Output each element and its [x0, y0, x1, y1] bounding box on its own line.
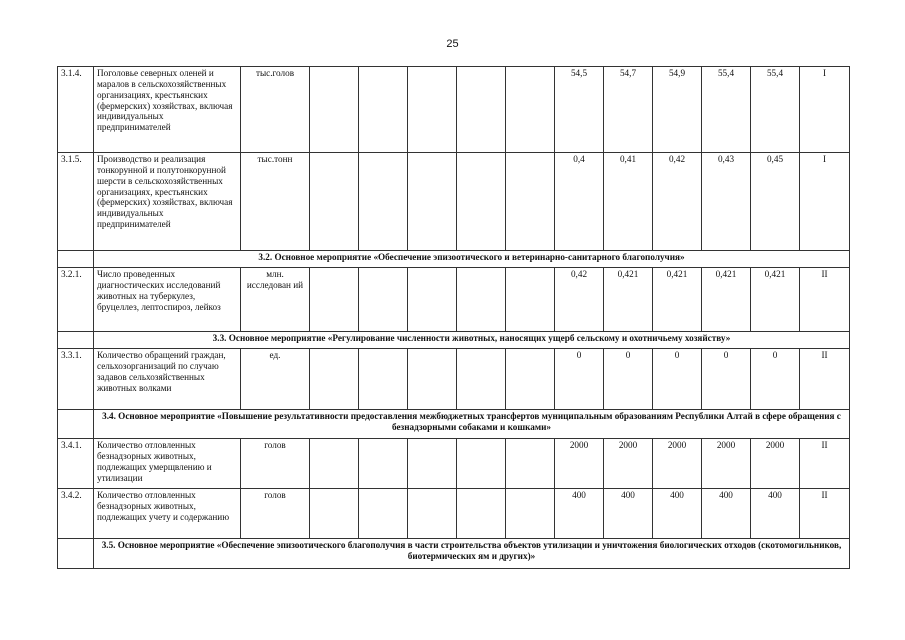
row-number: 3.2.1. — [58, 268, 94, 332]
empty-cell — [310, 489, 359, 539]
source-cell: II — [800, 489, 850, 539]
empty-cell — [310, 153, 359, 251]
empty-cell — [457, 489, 506, 539]
value-cell: 0,421 — [653, 268, 702, 332]
value-cell: 2000 — [751, 439, 800, 489]
value-cell: 54,9 — [653, 67, 702, 153]
value-cell: 0,41 — [604, 153, 653, 251]
value-cell: 400 — [702, 489, 751, 539]
empty-cell — [457, 349, 506, 410]
empty-cell — [506, 489, 555, 539]
value-cell: 2000 — [653, 439, 702, 489]
empty-cell — [408, 153, 457, 251]
section-row — [58, 539, 850, 569]
page-number: 25 — [446, 38, 459, 50]
section-row — [58, 251, 850, 268]
unit-cell: млн. исследован ий — [241, 268, 310, 332]
row-number: 3.1.5. — [58, 153, 94, 251]
empty-cell — [408, 349, 457, 410]
section-title: 3.2. Основное мероприятие «Обеспечение эпизоотического и ветеринарно-санитарного благополучия» — [94, 251, 850, 268]
empty-cell — [58, 332, 94, 349]
row-number: 3.1.4. — [58, 67, 94, 153]
source-cell: II — [800, 439, 850, 489]
section-title: 3.5. Основное мероприятие «Обеспечение эпизоотического благополучия в части строительства объектов утилизации и уничтожения биологических отходов (скотомогильников, биотермических ям и других)» — [94, 539, 850, 569]
empty-cell — [457, 153, 506, 251]
section-title: 3.3. Основное мероприятие «Регулирование численности животных, наносящих ущерб сельскому и охотничьему хозяйству» — [94, 332, 850, 349]
value-cell: 0 — [653, 349, 702, 410]
section-title: 3.4. Основное мероприятие «Повышение результативности предоставления межбюджетных трансфертов муниципальным образованиям Республики Алтай в сфере обращения с безнадзорными собаками и кошками» — [94, 410, 850, 439]
section-row — [58, 332, 850, 349]
source-cell: I — [800, 67, 850, 153]
table-row — [58, 67, 850, 153]
empty-cell — [58, 410, 94, 439]
section-row — [58, 410, 850, 439]
row-number: 3.4.1. — [58, 439, 94, 489]
value-cell: 0 — [702, 349, 751, 410]
row-number: 3.4.2. — [58, 489, 94, 539]
empty-cell — [58, 251, 94, 268]
empty-cell — [310, 67, 359, 153]
value-cell: 55,4 — [751, 67, 800, 153]
table-row — [58, 349, 850, 410]
table-row — [58, 439, 850, 489]
empty-cell — [408, 268, 457, 332]
empty-cell — [359, 489, 408, 539]
indicator-name: Поголовье северных оленей и маралов в сельскохозяйственных организациях, крестьянских (фермерских) хозяйствах, включая индивидуальных предпринимателей — [94, 67, 241, 153]
unit-cell: голов — [241, 439, 310, 489]
value-cell: 0 — [555, 349, 604, 410]
indicator-name: Производство и реализация тонкорунной и полутонкорунной шерсти в сельскохозяйственных организациях, крестьянских (фермерских) хозяйствах, включая индивидуальных предпринимателей — [94, 153, 241, 251]
indicators-table — [57, 66, 850, 569]
value-cell: 0,43 — [702, 153, 751, 251]
value-cell: 55,4 — [702, 67, 751, 153]
value-cell: 0 — [604, 349, 653, 410]
table-row — [58, 153, 850, 251]
row-number: 3.3.1. — [58, 349, 94, 410]
value-cell: 400 — [653, 489, 702, 539]
source-cell: I — [800, 153, 850, 251]
unit-cell: тыс.голов — [241, 67, 310, 153]
unit-cell: голов — [241, 489, 310, 539]
empty-cell — [457, 67, 506, 153]
value-cell: 2000 — [555, 439, 604, 489]
empty-cell — [408, 489, 457, 539]
indicator-name: Количество отловленных безнадзорных животных, подлежащих учету и содержанию — [94, 489, 241, 539]
empty-cell — [359, 349, 408, 410]
value-cell: 0 — [751, 349, 800, 410]
value-cell: 0,421 — [604, 268, 653, 332]
unit-cell: тыс.тонн — [241, 153, 310, 251]
value-cell: 0,42 — [555, 268, 604, 332]
empty-cell — [310, 349, 359, 410]
value-cell: 54,7 — [604, 67, 653, 153]
empty-cell — [310, 439, 359, 489]
empty-cell — [359, 439, 408, 489]
unit-cell: ед. — [241, 349, 310, 410]
value-cell: 400 — [555, 489, 604, 539]
value-cell: 2000 — [604, 439, 653, 489]
empty-cell — [359, 268, 408, 332]
indicator-name: Количество обращений граждан, сельхозорганизаций по случаю задавов сельхозяйственных животных волками — [94, 349, 241, 410]
empty-cell — [506, 439, 555, 489]
indicator-name: Количество отловленных безнадзорных животных, подлежащих умерщвлению и утилизации — [94, 439, 241, 489]
empty-cell — [408, 67, 457, 153]
value-cell: 0,45 — [751, 153, 800, 251]
value-cell: 0,42 — [653, 153, 702, 251]
empty-cell — [408, 439, 457, 489]
indicator-name: Число проведенных диагностических исследований животных на туберкулез, бруцеллез, лептоспироз, лейкоз — [94, 268, 241, 332]
source-cell: II — [800, 268, 850, 332]
value-cell: 400 — [751, 489, 800, 539]
empty-cell — [506, 268, 555, 332]
value-cell: 400 — [604, 489, 653, 539]
value-cell: 0,4 — [555, 153, 604, 251]
empty-cell — [457, 268, 506, 332]
empty-cell — [310, 268, 359, 332]
empty-cell — [506, 67, 555, 153]
empty-cell — [457, 439, 506, 489]
table-row — [58, 268, 850, 332]
value-cell: 54,5 — [555, 67, 604, 153]
empty-cell — [359, 67, 408, 153]
empty-cell — [359, 153, 408, 251]
value-cell: 2000 — [702, 439, 751, 489]
empty-cell — [506, 349, 555, 410]
table-row — [58, 489, 850, 539]
value-cell: 0,421 — [702, 268, 751, 332]
empty-cell — [506, 153, 555, 251]
empty-cell — [58, 539, 94, 569]
value-cell: 0,421 — [751, 268, 800, 332]
source-cell: II — [800, 349, 850, 410]
